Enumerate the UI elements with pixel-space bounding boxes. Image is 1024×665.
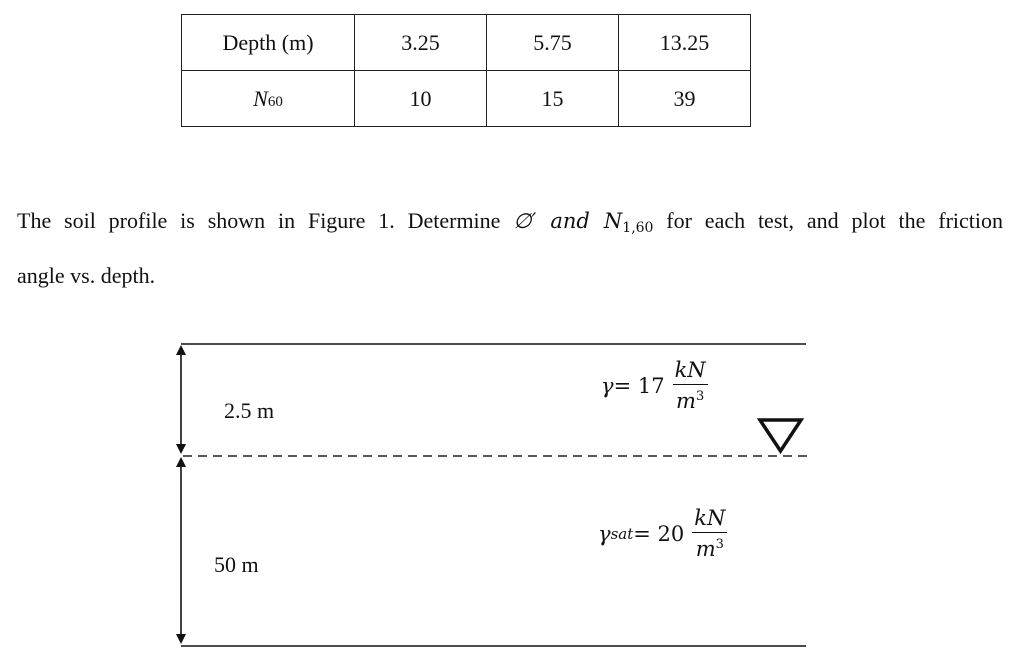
- problem-text-a: The soil profile is shown in Figure 1. Determine: [17, 208, 514, 233]
- unit-numerator: kN: [673, 358, 708, 385]
- n60-cell: 39: [619, 71, 751, 127]
- n-subscript: 1,60: [622, 220, 654, 236]
- n60-symbol: N: [253, 85, 268, 111]
- problem-line-2: angle vs. depth.: [17, 263, 156, 288]
- depth-cell: 13.25: [619, 15, 751, 71]
- unit-fraction: [673, 358, 708, 413]
- depth-cell: 3.25: [355, 15, 487, 71]
- unit-den-exponent: 3: [715, 537, 724, 552]
- table-row-n60: [182, 71, 751, 127]
- unit-den-base: m: [695, 537, 716, 561]
- gamma-sat-subscript: sat: [610, 524, 634, 543]
- problem-statement: [17, 197, 1003, 300]
- depth-cell: 5.75: [487, 15, 619, 71]
- unit-numerator: kN: [692, 506, 727, 533]
- problem-text-b: for each test, and plot the friction: [653, 208, 1004, 233]
- n60-subscript: 60: [267, 93, 283, 110]
- depth-header-cell: Depth (m): [182, 15, 355, 71]
- unit-den-base: m: [676, 389, 696, 413]
- top-layer-thickness: 2.5 m: [224, 398, 275, 423]
- gamma-sat-value: = 20: [633, 521, 685, 546]
- table-row-depth: [182, 15, 751, 71]
- unit-denominator: [676, 385, 704, 413]
- and-text: and: [536, 209, 604, 233]
- water-table-icon: [760, 420, 801, 451]
- saturated-unit-weight: [598, 506, 727, 561]
- n-symbol: N: [603, 209, 623, 233]
- n60-header-cell: [182, 71, 355, 127]
- unit-den-exponent: 3: [695, 389, 705, 404]
- spt-data-table: [181, 14, 751, 127]
- gamma-sat-symbol: γ: [598, 521, 611, 546]
- n60-cell: 15: [487, 71, 619, 127]
- unit-fraction: [692, 506, 727, 561]
- gamma-symbol: γ: [601, 373, 614, 398]
- gamma-value: = 17: [613, 373, 665, 398]
- top-unit-weight: [601, 358, 708, 413]
- phi-symbol: [513, 209, 654, 236]
- unit-denominator: [696, 533, 724, 561]
- problem-line-1: [17, 197, 1003, 252]
- bottom-layer-thickness: 50 m: [214, 552, 259, 577]
- n60-cell: 10: [355, 71, 487, 127]
- phi-text: ∅′: [513, 209, 537, 233]
